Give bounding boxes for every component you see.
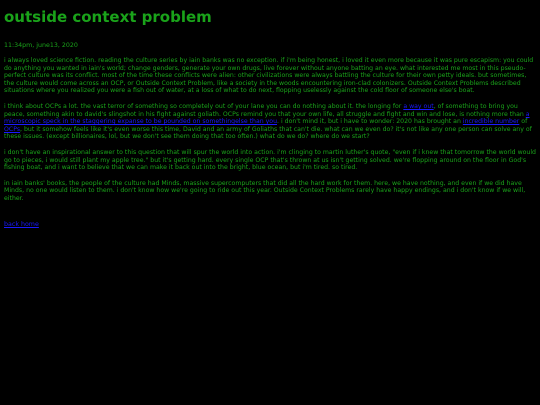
paragraph-2 <box>4 103 536 141</box>
paragraph-3: i don't have an inspirational answer to this question that will spur the world into action. i'm clinging to martin luther's quote, "even if i knew that tomorrow the world would go to pieces, i would still plant my apple tree." but it's getting hard. every single OCP that's thrown at us isn't getting solved. we're flopping around on the floor in God's fishing boat, and i want to believe that we can make it back out into the bright, blue ocean, but i'm tired. so tired. <box>4 148 536 172</box>
post-body <box>4 57 536 203</box>
paragraph-2-text-a: i think about OCPs a lot. the vast terror of something so completely out of your lane you can do nothing about it. the longing for <box>4 102 404 110</box>
link-ocps[interactable]: OCPs <box>4 125 21 133</box>
link-a-way-out[interactable]: a way out <box>403 102 434 110</box>
link-microscopic-speck[interactable]: a microscopic speck in the staggering expanse to be pounded on somethingelse than you <box>4 110 530 126</box>
paragraph-2-text-d: of <box>519 118 528 126</box>
link-incredible-number[interactable]: incredible number <box>462 118 520 126</box>
post-title: outside context problem <box>4 8 212 26</box>
paragraph-2-text-e: , but it somehow feels like it's even worse this time, David and an army of Goliaths that can't die. what can we even do? it's not like any one person can solve any of these issues. (except billionaires, lol, but we don't see them doing that too often.) what do we do? where do we start? <box>4 125 532 141</box>
paragraph-1: i always loved science fiction. reading the culture series by iain banks was no exception. if i'm being honest, i loved it even more because it was pure escapism: you could do anything you wanted in iain's world; change genders, generate your own drugs, live forever without anyone batting an eye. what interested me most in this pseudo-perfect culture was its conflict. most of the time these conflicts were alien: other civilizations were always battling the culture for their own petty ideals. but sometimes, the culture would come across an OCP, or Outside Context Problem, like a society in the woods encountering iron-clad colonizers. Outside Context Problems described situations where you realized you were a fish out of water, at a loss of what to do next, flopping uselessly against the cold floor of someone else's boat. <box>4 57 534 95</box>
paragraph-2-text-c: . i don't mind it, but i have to wonder: 2020 has brought an <box>277 118 463 126</box>
paragraph-2-text-b: , of something to bring you peace, something akin to david's slingshot in his fight against goliath. OCPs remind you that your own life, all struggle and fight and win and lose, is nothing more than <box>4 102 526 118</box>
paragraph-4: in iain banks' books, the people of the culture had Minds, massive supercomputers that did all the hard work for them. here, we have nothing, and even if we did have Minds, no one would listen to them. i don't know how we're going to ride out this year. Outside Context Problems rarely have happy endings, and i don't know if we will, either. <box>4 179 526 202</box>
post-date: 11:34pm, june13, 2020 <box>4 42 78 49</box>
back-home-link[interactable]: back home <box>4 220 39 228</box>
